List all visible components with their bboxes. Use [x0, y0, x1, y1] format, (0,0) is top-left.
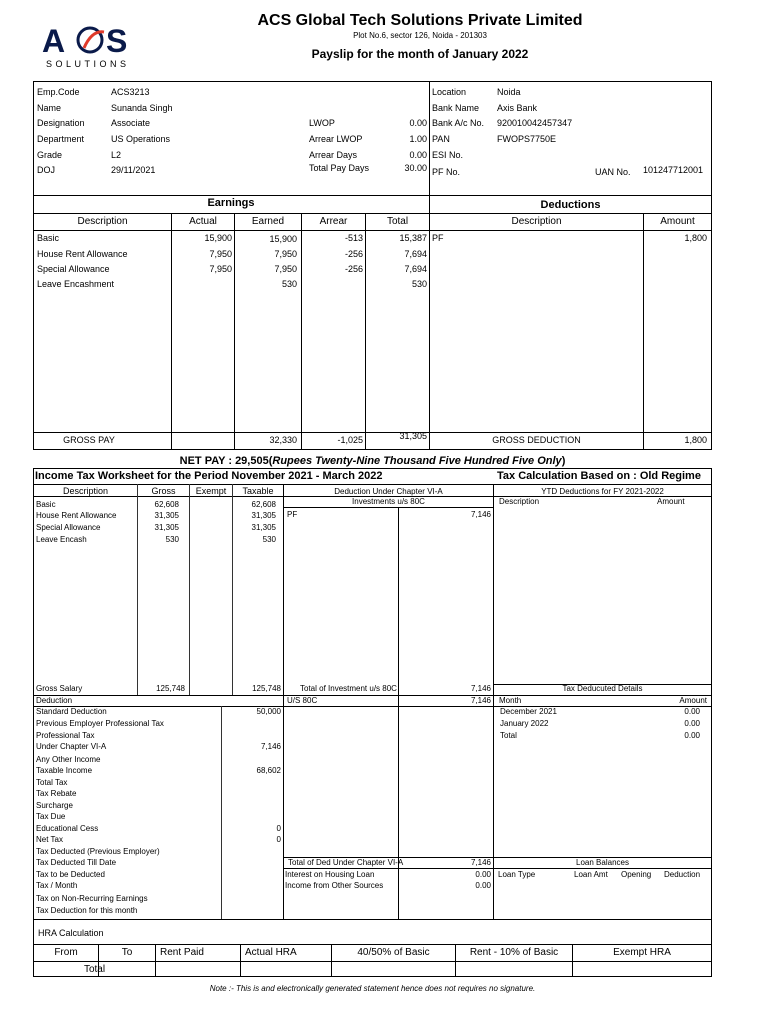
value-total-pay-days: 30.00 [404, 163, 427, 173]
value-arrear-days: 0.00 [409, 150, 427, 160]
tds-row-amount: 0.00 [684, 731, 700, 740]
earning-earned: 7,950 [274, 264, 297, 274]
earning-arrear: -256 [344, 249, 363, 259]
ded-row-desc: Standard Deduction [36, 707, 107, 716]
tds-row-month: Total [500, 731, 517, 740]
deductions-title: Deductions [540, 199, 601, 211]
value-grade: L2 [111, 150, 122, 160]
footer-note: Note :- This is and electronically generated statement hence does not requires no signature. [209, 984, 536, 993]
deduction-amount: 1,800 [684, 233, 707, 243]
ded-row-desc: Surcharge [36, 801, 73, 810]
ws-col-exempt: Exempt [195, 486, 227, 496]
earning-earned: 7,950 [274, 249, 297, 259]
deduction-desc: PF [432, 233, 444, 243]
other-income-label: Income from Other Sources [285, 881, 384, 890]
ws-col-description: Description [62, 486, 109, 496]
ded-row-amount: 68,602 [256, 766, 281, 775]
value-name: Sunanda Singh [111, 103, 173, 113]
ded-row-desc: Under Chapter VI-A [36, 742, 107, 751]
value-lwop: 0.00 [409, 118, 427, 128]
earning-desc: Basic [37, 233, 60, 243]
value-arrear-lwop: 1.00 [409, 134, 427, 144]
loan-col-deduction: Deduction [664, 870, 701, 879]
company-logo [40, 22, 140, 72]
ded-row-amount: 0 [276, 824, 281, 833]
hra-col-rent-10: Rent - 10% of Basic [469, 947, 559, 958]
inv80c-row-amount: 7,146 [470, 510, 491, 519]
net-pay-close: ) [561, 455, 566, 467]
ch6a-header: Deduction Under Chapter VI-A [334, 487, 443, 496]
label-emp-code: Emp.Code [37, 87, 80, 97]
tds-row-month: December 2021 [500, 707, 557, 716]
tax-regime: Tax Calculation Based on : Old Regime [497, 470, 701, 482]
inv80c-header: Investments u/s 80C [352, 497, 425, 506]
tds-col-month: Month [499, 696, 522, 705]
ws-row-gross: 31,305 [154, 511, 179, 520]
ded-row-desc: Net Tax [36, 835, 63, 844]
ws-row-taxable: 530 [262, 535, 276, 544]
us80c-amount: 7,146 [470, 696, 491, 705]
ded-row-desc: Tax Deducted Till Date [36, 858, 117, 867]
ytd-col-description: Description [499, 497, 540, 506]
hra-col-rent-paid: Rent Paid [160, 947, 204, 958]
label-arrear-lwop: Arrear LWOP [309, 134, 363, 144]
earning-desc: Special Allowance [37, 264, 110, 274]
ytd-col-amount: Amount [657, 497, 685, 506]
ded-row-desc: Tax on Non-Recurring Earnings [36, 894, 148, 903]
net-pay-label: NET PAY : 29,505( [179, 455, 273, 467]
gross-salary-label: Gross Salary [36, 684, 83, 693]
ded-row-desc: Tax Rebate [36, 789, 77, 798]
tds-row-month: January 2022 [500, 719, 549, 728]
hra-col-basic-percent: 40/50% of Basic [357, 947, 430, 958]
label-bank-name: Bank Name [432, 103, 480, 113]
earning-actual: 15,900 [204, 233, 232, 243]
svg-text:S: S [106, 23, 128, 56]
earnings-title: Earnings [207, 197, 255, 209]
ws-row-desc: Basic [36, 500, 56, 509]
ded-row-desc: Tax Due [36, 812, 66, 821]
value-pan: FWOPS7750E [497, 134, 557, 144]
value-bank-name: Axis Bank [497, 103, 538, 113]
col-actual: Actual [189, 216, 217, 227]
hra-col-to: To [121, 947, 133, 958]
earning-actual: 7,950 [209, 249, 232, 259]
hra-col-exempt: Exempt HRA [613, 947, 671, 958]
earning-arrear: -256 [344, 264, 363, 274]
label-pf: PF No. [432, 167, 461, 177]
label-uan: UAN No. [595, 167, 631, 177]
loan-col-opening: Opening [621, 870, 652, 879]
label-pan: PAN [432, 134, 450, 144]
ded-row-amount: 7,146 [260, 742, 281, 751]
label-esi: ESI No. [432, 150, 464, 160]
worksheet-title: Income Tax Worksheet for the Period November 2021 - March 2022 [35, 470, 383, 482]
value-doj: 29/11/2021 [111, 165, 156, 175]
value-department: US Operations [111, 134, 171, 144]
ws-row-desc: Leave Encash [36, 535, 87, 544]
hra-total-label: Total [83, 964, 106, 975]
ded-row-desc: Taxable Income [36, 766, 93, 775]
earning-total: 530 [411, 279, 427, 289]
total-ch6a-label: Total of Ded Under Chapter VI-A [288, 858, 404, 867]
col-total: Total [386, 216, 409, 227]
earning-earned: 15,900 [269, 234, 297, 244]
inv80c-row-desc: PF [287, 510, 298, 519]
ded-row-desc: Educational Cess [36, 824, 99, 833]
ws-row-taxable: 31,305 [251, 523, 276, 532]
loan-col-amt: Loan Amt [574, 870, 608, 879]
ded-row-desc: Total Tax [36, 778, 68, 787]
svg-text:A: A [42, 23, 66, 56]
hra-title: HRA Calculation [38, 928, 104, 938]
ws-row-taxable: 31,305 [251, 511, 276, 520]
payslip-title: Payslip for the month of January 2022 [311, 47, 529, 61]
loan-col-type: Loan Type [498, 870, 536, 879]
ws-row-gross: 530 [165, 535, 179, 544]
label-location: Location [432, 87, 467, 97]
total-80c-label: Total of Investment u/s 80C [300, 684, 397, 693]
company-name: ACS Global Tech Solutions Private Limited [257, 12, 583, 29]
label-total-pay-days: Total Pay Days [309, 163, 370, 173]
value-bank-account: 920010042457347 [497, 118, 573, 128]
other-income-amount: 0.00 [475, 881, 491, 890]
ded-row-desc: Previous Employer Professional Tax [36, 719, 164, 728]
tds-row-amount: 0.00 [684, 707, 700, 716]
tds-row-amount: 0.00 [684, 719, 700, 728]
ws-col-taxable: Taxable [242, 486, 274, 496]
label-designation: Designation [37, 118, 85, 128]
earning-actual: 7,950 [209, 264, 232, 274]
earning-total: 15,387 [399, 233, 427, 243]
gross-arrear: -1,025 [337, 435, 363, 445]
earning-arrear: -513 [344, 233, 363, 243]
value-designation: Associate [111, 118, 151, 128]
gross-deduction-amount: 1,800 [684, 435, 707, 445]
total-80c-amount: 7,146 [470, 684, 491, 693]
hra-col-from: From [54, 947, 78, 958]
ws-row-gross: 31,305 [154, 523, 179, 532]
gross-earned: 32,330 [269, 435, 297, 445]
ded-row-amount: 50,000 [256, 707, 281, 716]
ws-row-taxable: 62,608 [251, 500, 276, 509]
gross-pay-label: GROSS PAY [63, 435, 115, 445]
gross-deduction-label: GROSS DEDUCTION [492, 435, 581, 445]
label-name: Name [37, 103, 62, 113]
label-bank-account: Bank A/c No. [432, 118, 485, 128]
label-doj: DOJ [37, 165, 55, 175]
col-ded-description: Description [511, 216, 562, 227]
logo-subtext: SOLUTIONS [46, 59, 130, 69]
gross-salary-gross: 125,748 [156, 684, 185, 693]
tds-col-amount: Amount [679, 696, 707, 705]
gross-total: 31,305 [399, 431, 427, 441]
ytd-header: YTD Deductions for FY 2021-2022 [541, 487, 664, 496]
deduction-label: Deduction [36, 696, 73, 705]
housing-loan-amount: 0.00 [475, 870, 491, 879]
ded-row-desc: Tax to be Deducted [36, 870, 105, 879]
ded-row-desc: Any Other Income [36, 755, 101, 764]
total-ch6a-amount: 7,146 [470, 858, 491, 867]
value-uan: 101247712001 [643, 165, 704, 175]
logo-swoosh-icon [40, 22, 140, 56]
col-earned: Earned [251, 216, 285, 227]
ws-col-gross: Gross [151, 486, 176, 496]
loan-header: Loan Balances [576, 858, 629, 867]
company-address: Plot No.6, sector 126, Noida - 201303 [353, 31, 487, 40]
ded-row-desc: Tax Deducted (Previous Employer) [36, 847, 160, 856]
label-grade: Grade [37, 150, 63, 160]
col-arrear: Arrear [319, 216, 348, 227]
earning-desc: Leave Encashment [37, 279, 115, 289]
col-ded-amount: Amount [660, 216, 695, 227]
ded-row-desc: Professional Tax [36, 731, 95, 740]
net-pay [33, 455, 712, 467]
tds-header: Tax Deducuted Details [562, 684, 643, 693]
col-description: Description [77, 216, 128, 227]
hra-col-actual-hra: Actual HRA [245, 947, 297, 958]
ws-row-gross: 62,608 [154, 500, 179, 509]
label-department: Department [37, 134, 85, 144]
ded-row-desc: Tax Deduction for this month [36, 906, 138, 915]
us80c-label: U/S 80C [287, 696, 318, 705]
ded-row-desc: Tax / Month [36, 881, 78, 890]
earning-desc: House Rent Allowance [37, 249, 128, 259]
ws-row-desc: House Rent Allowance [36, 511, 117, 520]
ded-row-amount: 0 [276, 835, 281, 844]
gross-salary-taxable: 125,748 [252, 684, 281, 693]
earning-earned: 530 [281, 279, 297, 289]
earning-total: 7,694 [404, 249, 427, 259]
ws-row-desc: Special Allowance [36, 523, 101, 532]
earning-total: 7,694 [404, 264, 427, 274]
net-pay-words: Rupees Twenty-Nine Thousand Five Hundred Five Only [272, 455, 562, 467]
label-lwop: LWOP [309, 118, 335, 128]
housing-loan-label: Interest on Housing Loan [285, 870, 375, 879]
label-arrear-days: Arrear Days [309, 150, 358, 160]
value-location: Noida [497, 87, 521, 97]
value-emp-code: ACS3213 [111, 87, 150, 97]
